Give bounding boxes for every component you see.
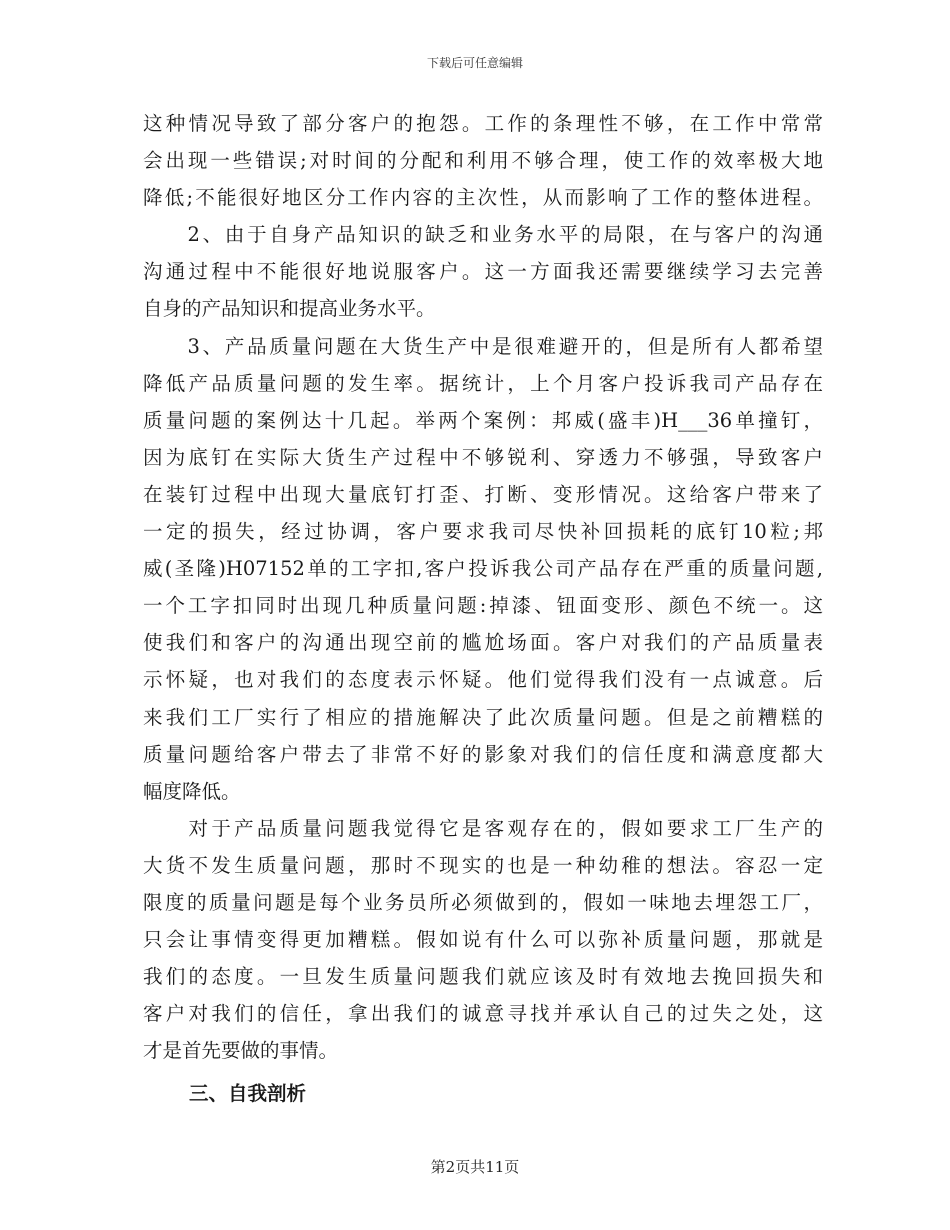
body-line: 大货不发生质量问题，那时不现实的也是一种幼稚的想法。容忍一定 [143,853,823,877]
body-line: 因为底钉在实际大货生产过程中不够锐利、穿透力不够强，导致客户 [143,445,823,469]
body-line: 使我们和客户的沟通出现空前的尴尬场面。客户对我们的产品质量表 [143,631,823,655]
body-line: 对于产品质量问题我觉得它是客观存在的，假如要求工厂生产的 [143,816,823,840]
document-body [143,105,823,1113]
page-footer: 第2页共11页 [430,1158,520,1176]
body-line: 来我们工厂实行了相应的措施解决了此次质量问题。但是之前糟糕的 [143,705,823,729]
page-header: 下载后可任意编辑 [426,56,523,70]
body-line: 会出现一些错误;对时间的分配和利用不够合理，使工作的效率极大地 [143,149,823,173]
section-heading: 三、自我剖析 [189,1082,307,1106]
body-line: 在装钉过程中出现大量底钉打歪、打断、变形情况。这给客户带来了 [143,482,823,506]
body-line: 示怀疑，也对我们的态度表示怀疑。他们觉得我们没有一点诚意。后 [143,668,823,692]
body-line: 客户对我们的信任，拿出我们的诚意寻找并承认自己的过失之处，这 [143,1002,823,1026]
body-line: 限度的质量问题是每个业务员所必须做到的，假如一味地去埋怨工厂， [143,890,823,914]
body-line: 才是首先要做的事情。 [143,1039,339,1063]
body-line: 一定的损失，经过协调，客户要求我司尽快补回损耗的底钉10粒;邦 [143,520,823,544]
body-line: 降低产品质量问题的发生率。据统计，上个月客户投诉我司产品存在 [143,371,823,395]
body-line: 3、产品质量问题在大货生产中是很难避开的，但是所有人都希望 [143,334,823,358]
body-line: 质量问题给客户带去了非常不好的影象对我们的信任度和满意度都大 [143,742,823,766]
body-line: 只会让事情变得更加糟糕。假如说有什么可以弥补质量问题，那就是 [143,928,823,952]
body-line: 沟通过程中不能很好地说服客户。这一方面我还需要继续学习去完善 [143,260,823,284]
body-line: 降低;不能很好地区分工作内容的主次性，从而影响了工作的整体进程。 [143,186,823,210]
body-line: 这种情况导致了部分客户的抱怨。工作的条理性不够，在工作中常常 [143,112,823,135]
body-line: 威(圣隆)H07152单的工字扣,客户投诉我公司产品存在严重的质量问题, [143,557,823,581]
body-line: 幅度降低。 [143,779,241,803]
body-line: 质量问题的案例达十几起。举两个案例：邦威(盛丰)H___36单撞钉， [143,408,823,432]
body-line: 我们的态度。一旦发生质量问题我们就应该及时有效地去挽回损失和 [143,965,823,989]
body-line: 2、由于自身产品知识的缺乏和业务水平的局限，在与客户的沟通 [143,223,823,247]
body-line: 自身的产品知识和提高业务水平。 [143,297,436,321]
body-line: 一个工字扣同时出现几种质量问题:掉漆、钮面变形、颜色不统一。这 [143,594,823,618]
